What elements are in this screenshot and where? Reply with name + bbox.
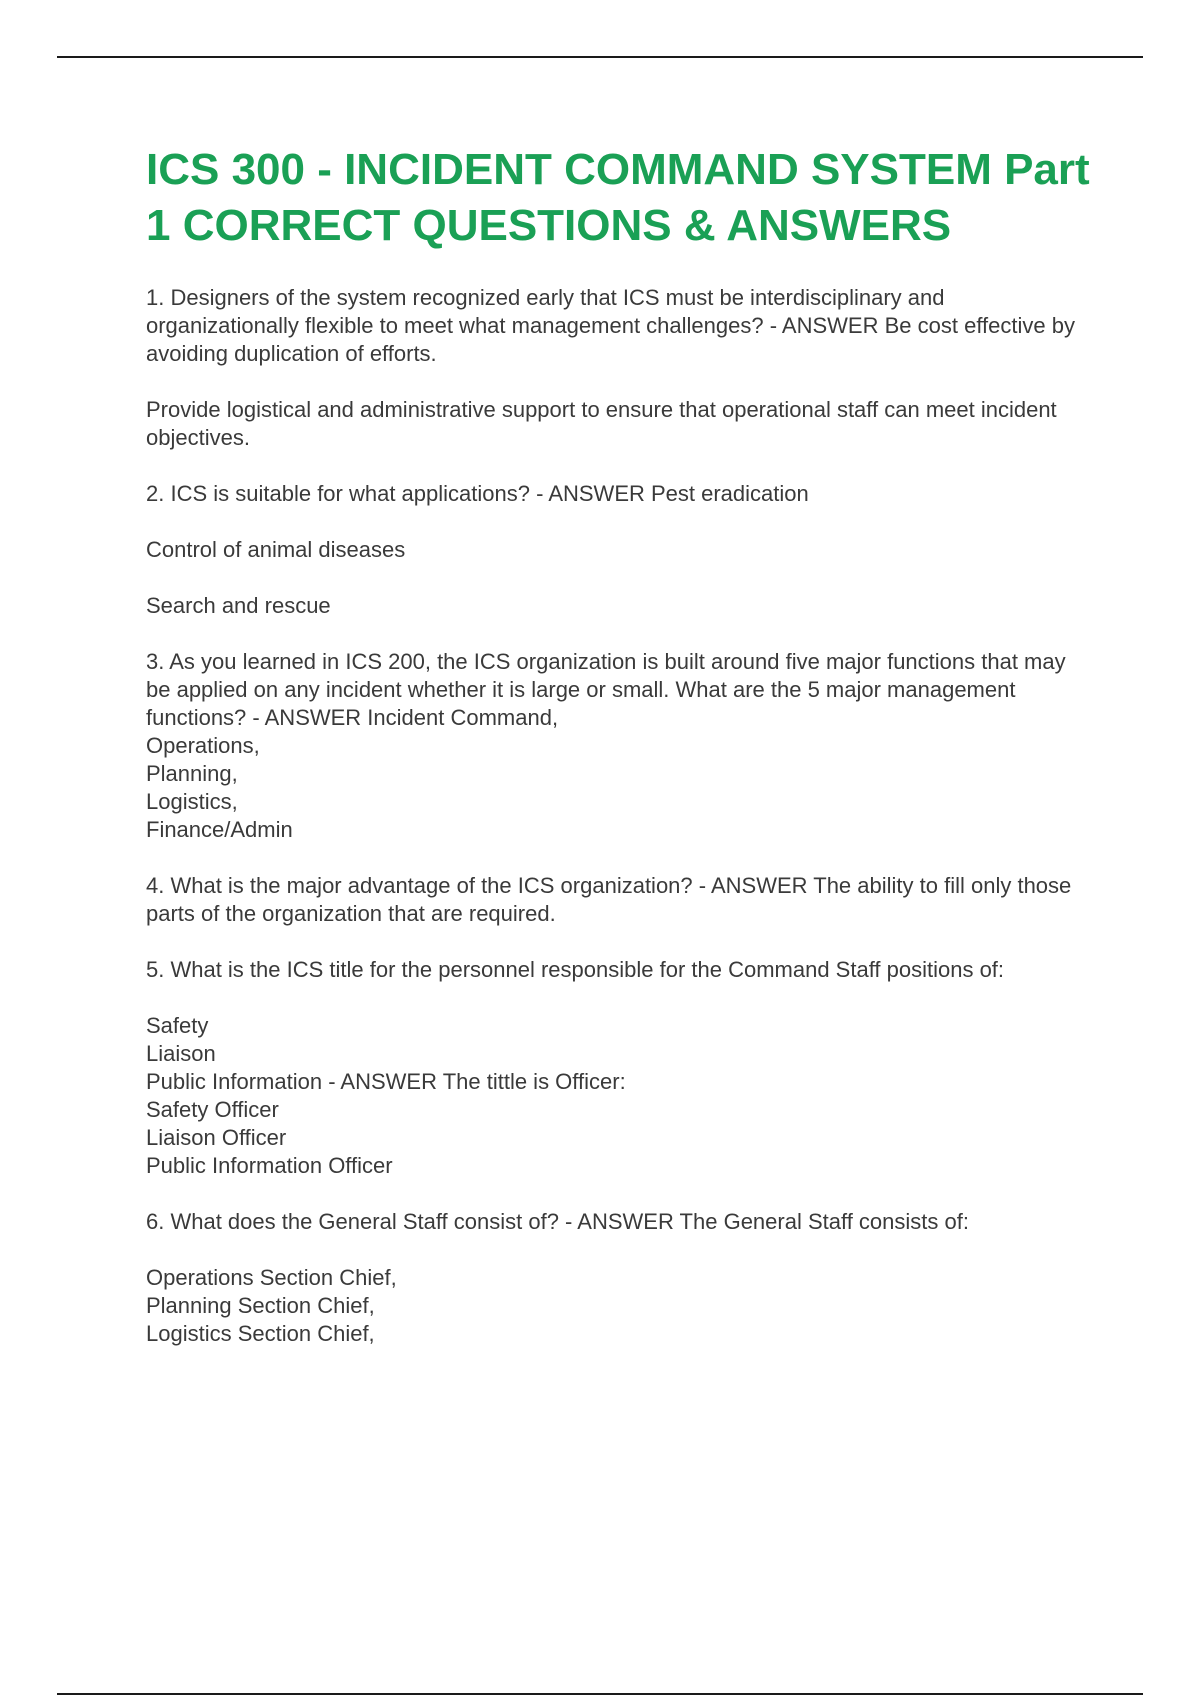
qa-list [146,284,1096,1348]
document-body [146,142,1096,1376]
answer-line: Logistics, [146,789,238,814]
question-text: 2. ICS is suitable for what applications? - ANSWER Pest eradication [146,481,809,506]
answer-line: Public Information Officer [146,1153,393,1178]
top-rule [57,56,1143,58]
answer-line: Liaison Officer [146,1125,287,1150]
question-text: 3. As you learned in ICS 200, the ICS organization is built around five major functions that may be applied on any incident whether it is large or small. What are the 5 major management functions? - ANSWER Incident Command, [146,649,1072,730]
question-text: 1. Designers of the system recognized early that ICS must be interdisciplinary and organizationally flexible to meet what management challenges? - ANSWER Be cost effective by avoiding duplication of efforts. [146,285,1082,366]
qa-item-3 [146,648,1096,844]
question-text: 4. What is the major advantage of the ICS organization? - ANSWER The ability to fill only those parts of the organization that are required. [146,873,1078,926]
paragraph-gap [146,368,1096,396]
answer-line: Safety [146,1013,209,1038]
answer-line: Public Information - ANSWER The tittle is Officer: [146,1069,626,1094]
answer-line: Search and rescue [146,593,331,618]
answer-line: Planning, [146,761,238,786]
qa-item-5 [146,956,1096,1180]
paragraph-gap [146,1236,1096,1264]
question-text: 5. What is the ICS title for the personnel responsible for the Command Staff positions of: [146,957,1005,982]
answer-line: Safety Officer [146,1097,279,1122]
qa-item-2 [146,480,1096,620]
answer-line: Operations, [146,733,260,758]
qa-item-4 [146,872,1096,928]
answer-line: Liaison [146,1041,216,1066]
paragraph-gap [146,508,1096,536]
answer-line: Finance/Admin [146,817,293,842]
question-text: 6. What does the General Staff consist of? - ANSWER The General Staff consists of: [146,1209,969,1234]
answer-line: Logistics Section Chief, [146,1321,375,1346]
answer-line: Control of animal diseases [146,537,406,562]
bottom-rule [57,1693,1143,1695]
qa-item-6 [146,1208,1096,1348]
answer-line: Provide logistical and administrative support to ensure that operational staff can meet incident objectives. [146,397,1063,450]
answer-line: Planning Section Chief, [146,1293,375,1318]
qa-item-1 [146,284,1096,452]
answer-line: Operations Section Chief, [146,1265,397,1290]
paragraph-gap [146,564,1096,592]
paragraph-gap [146,984,1096,1012]
document-title: ICS 300 - INCIDENT COMMAND SYSTEM Part 1 CORRECT QUESTIONS & ANSWERS [146,145,1090,250]
